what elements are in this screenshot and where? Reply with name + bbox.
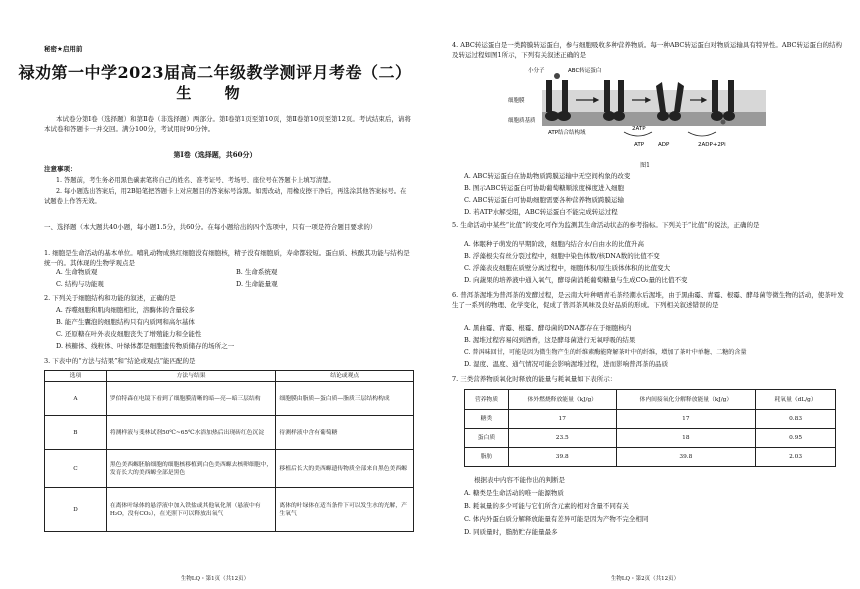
question-7-stem: 7. 三类营养物质氧化时释放的能量与耗氧量如下表所示：	[452, 375, 617, 383]
fig-label-adp: ADP	[658, 142, 670, 148]
question-7-option: B. 耗氧量的多少可能与它们所含元素的相对含量不同有关	[464, 502, 629, 510]
table-cell: 待测样液中含有葡萄糖	[276, 416, 414, 450]
fig-label-atp-site: ATP结合结构域	[548, 130, 586, 136]
table-cell: 糖类	[465, 410, 509, 429]
fig-label-protein: ABC转运蛋白	[568, 68, 602, 74]
table-header: 体内间接氧化分解释放能量（kJ/g）	[616, 390, 756, 410]
table-cell: 2.03	[756, 448, 836, 467]
question-2-option: A. 吞噬细胞和肌肉细胞相比，溶酶体的含量较多	[56, 306, 195, 314]
question-7-table	[464, 389, 836, 467]
question-2-stem: 2. 下列关于细胞结构和功能的叙述，正确的是	[44, 294, 176, 302]
table-row	[465, 429, 836, 448]
table-cell: B	[45, 416, 107, 450]
notice-heading: 注意事项：	[44, 165, 77, 173]
question-7-option: D. 同质量时，脂肪贮存能量最多	[464, 528, 558, 536]
table-row	[45, 488, 414, 532]
question-6-option: C. 普洱味回甘，可能是因为微生物产生的纤维素酶能降解茶叶中的纤维，增加了茶叶中单糖、二糖的含量	[464, 349, 747, 356]
table-row	[45, 382, 414, 416]
question-4-option: C. ABC转运蛋白可协助细胞需要各种营养物质跨膜运输	[464, 196, 624, 204]
fig-label-membrane: 细胞膜	[508, 98, 525, 104]
table-cell: 蛋白质	[465, 429, 509, 448]
question-4-option: A. ABC转运蛋白在协助物质跨膜运输中无空间构象的改变	[464, 172, 631, 180]
table-cell: 移植后长大的美西螈遗传物质全部来自黑色美西螈	[276, 450, 414, 488]
section-heading: 一、选择题（本大题共40小题，每小题1.5分，共60分。在每小题给出的四个选项中，只有一项是符合题目要求的）	[44, 223, 377, 231]
fig-label-matrix: 细胞质基质	[508, 118, 536, 124]
question-1-option: A. 生命物质观	[56, 268, 98, 276]
question-6-option: D. 湿度、温度、通气情况可能会影响渥堆过程，进而影响普洱茶的品质	[464, 360, 669, 368]
question-5-option: D. 向蔬果的培养液中通入氧气，酵母菌消耗葡萄糖量与生成CO₂量的比值不变	[464, 276, 688, 284]
table-header: 选项	[45, 371, 107, 382]
question-7-option: C. 体内外蛋白质分解释放能量有差异可能是因为产物不完全相同	[464, 515, 649, 523]
table-cell: 罗伯特森在电镜下看到了细胞膜清晰的暗—亮—暗三层结构	[106, 382, 276, 416]
abc-transporter-figure	[508, 64, 766, 156]
table-cell: C	[45, 450, 107, 488]
table-cell: 将测样液与斐林试剂50℃~65℃水浴加热后出现砖红色沉淀	[106, 416, 276, 450]
table-cell: 0.83	[756, 410, 836, 429]
table-header: 结论或观点	[276, 371, 414, 382]
table-row	[45, 416, 414, 450]
table-cell: 细胞膜由脂质—蛋白质—脂质三层结构构成	[276, 382, 414, 416]
table-cell: 23.5	[508, 429, 616, 448]
question-6-option: B. 渥堆过程容易闷到酒香，这是酵母菌进行无氧呼吸的结果	[464, 336, 636, 344]
table-cell: 39.8	[508, 448, 616, 467]
question-7-option: A. 糖类是生命活动的唯一能源物质	[464, 489, 564, 497]
figure-caption: 图1	[640, 162, 650, 169]
question-5-option: A. 体眠种子萌发的早期阶段，细胞内结合水/自由水的比值升高	[464, 240, 645, 248]
fig-label-atp: ATP	[634, 142, 645, 148]
question-1-stem: 1. 细胞是生命活动的基本单位。哺乳动物成熟红细胞没有细胞核，精子没有细胞质，寿命都较短。蛋白质、核酸其功能与结构是统一的。其体现的生物学观点是	[44, 249, 410, 267]
question-3-stem: 3. 下表中的“方法与结果”和“结论或观点”能匹配的是	[44, 357, 196, 365]
question-3-table	[44, 370, 414, 532]
table-cell: 17	[616, 410, 756, 429]
notice-item: 2. 每小题选出答案后，用2B铅笔把答题卡上对应题目的答案标号涂黑。如需改动，用橡皮擦干净后，再选涂其他答案标号。在试题卷上作答无效。	[44, 188, 407, 205]
question-1-option: D. 生命能量观	[236, 280, 278, 288]
question-4-option: B. 图示ABC转运蛋白可协助葡萄糖顺浓度梯度进入细胞	[464, 184, 624, 192]
confidential-label: 秘密★启用前	[44, 45, 83, 53]
question-1-option: B. 生命系统观	[236, 268, 278, 276]
table-header: 营养物质	[465, 390, 509, 410]
table-cell: 18	[616, 429, 756, 448]
fig-label-adp-pi: 2ADP+2Pi	[698, 142, 726, 148]
exam-intro: 本试卷分第Ⅰ卷（选择题）和第Ⅱ卷（非选择题）两部分。第Ⅰ卷第1页至第10页，第Ⅱ卷第10页至第12页。考试结束后，请将本试卷和答题卡一并交回。满分100分，考试用时90分钟。	[44, 115, 411, 133]
question-6-option: A. 黑曲霉、青霉、根霉、酵母菌的DNA都存在于细胞核内	[464, 324, 632, 332]
question-7-followup: 根据表中内容不能作出的判断是	[474, 476, 565, 484]
volume-heading: 第Ⅰ卷（选择题，共60分）	[173, 150, 257, 159]
table-cell: 0.95	[756, 429, 836, 448]
question-1-option: C. 结构与功能观	[56, 280, 104, 288]
exam-title: 禄劝第一中学2023届高二年级教学测评月考卷（二）	[18, 63, 412, 82]
table-header: 方法与结果	[106, 371, 276, 382]
table-cell: 39.8	[616, 448, 756, 467]
fig-label-2atp: 2ATP	[632, 126, 646, 132]
page-2	[430, 0, 860, 589]
question-5-stem: 5. 生命活动中某些“比值”的变化可作为监测其生命活动状态的参考指标。下列关于“比值”的说法，正确的是	[452, 221, 760, 229]
table-row	[45, 450, 414, 488]
table-cell: 在离体叶绿体的悬浮液中加入铁盐或其他氧化剂（悬液中有H₂O，没有CO₂），在光照下可以释放出氧气	[106, 488, 276, 532]
table-cell: 脂肪	[465, 448, 509, 467]
table-cell: A	[45, 382, 107, 416]
question-2-option: C. 还原糖在叶外表皮细胞丧失了增殖能力和全能性	[56, 330, 202, 338]
table-cell: 黑色美西螈胚胎细胞的细胞核移植到白色美西螈去核卵细胞中，发育长大的美西螈全部是黑色	[106, 450, 276, 488]
question-5-option: B. 浮藻根尖有丝分裂过程中，细胞中染色体数/核DNA数的比值不变	[464, 252, 660, 260]
subject-title: 生 物	[176, 84, 254, 102]
table-row	[465, 410, 836, 429]
notice-item: 1. 答题前，考生务必用黑色碳素笔将自己的姓名、准考证号、考场号、座位号在答题卡上填写清楚。	[56, 177, 335, 184]
fig-label-small-molecule: 小分子	[528, 68, 545, 74]
question-4-option: D. 若ATP水解受阻，ABC转运蛋白不能完成转运过程	[464, 208, 618, 216]
question-6-stem: 6. 普洱茶渥堆为普洱茶的发酵过程，是云南大叶种晒青毛茶经潮水后渥堆，由于黑曲霉、青霉、根霉、酵母菌等微生物的活动，使茶叶发生了一系列的物理、化学变化，促成了普洱茶风味及良好品质的形成。下列相关叙述错误的是	[452, 291, 844, 309]
table-cell: 离体的叶绿体在适当条件下可以发生水的光解，产生氧气	[276, 488, 414, 532]
question-2-option: D. 核糖体、线粒体、叶绿体都是细胞遗传物质储存的场所之一	[56, 342, 235, 350]
table-header: 体外燃烧释放能量（kJ/g）	[508, 390, 616, 410]
table-header: 耗氧量（dL/g）	[756, 390, 836, 410]
question-4-stem: 4. ABC转运蛋白是一类跨膜转运蛋白，参与细胞吸收多种营养物质。每一种ABC转运蛋白对物质运输具有特异性。ABC转运蛋白的结构及转运过程如图1所示，下列有关叙述正确的是	[452, 41, 842, 59]
table-row	[465, 448, 836, 467]
page-footer: 生物LQ・第2页（共12页）	[610, 576, 680, 582]
question-2-option: B. 能产生囊泡的细胞结构只有内质网和高尔基体	[56, 318, 195, 326]
page-footer: 生物LQ・第1页（共12页）	[180, 576, 250, 582]
table-cell: 17	[508, 410, 616, 429]
table-cell: D	[45, 488, 107, 532]
question-5-option: C. 浮藻表皮细胞在质壁分离过程中，细胞体积/原生质体体积的比值变大	[464, 264, 671, 272]
